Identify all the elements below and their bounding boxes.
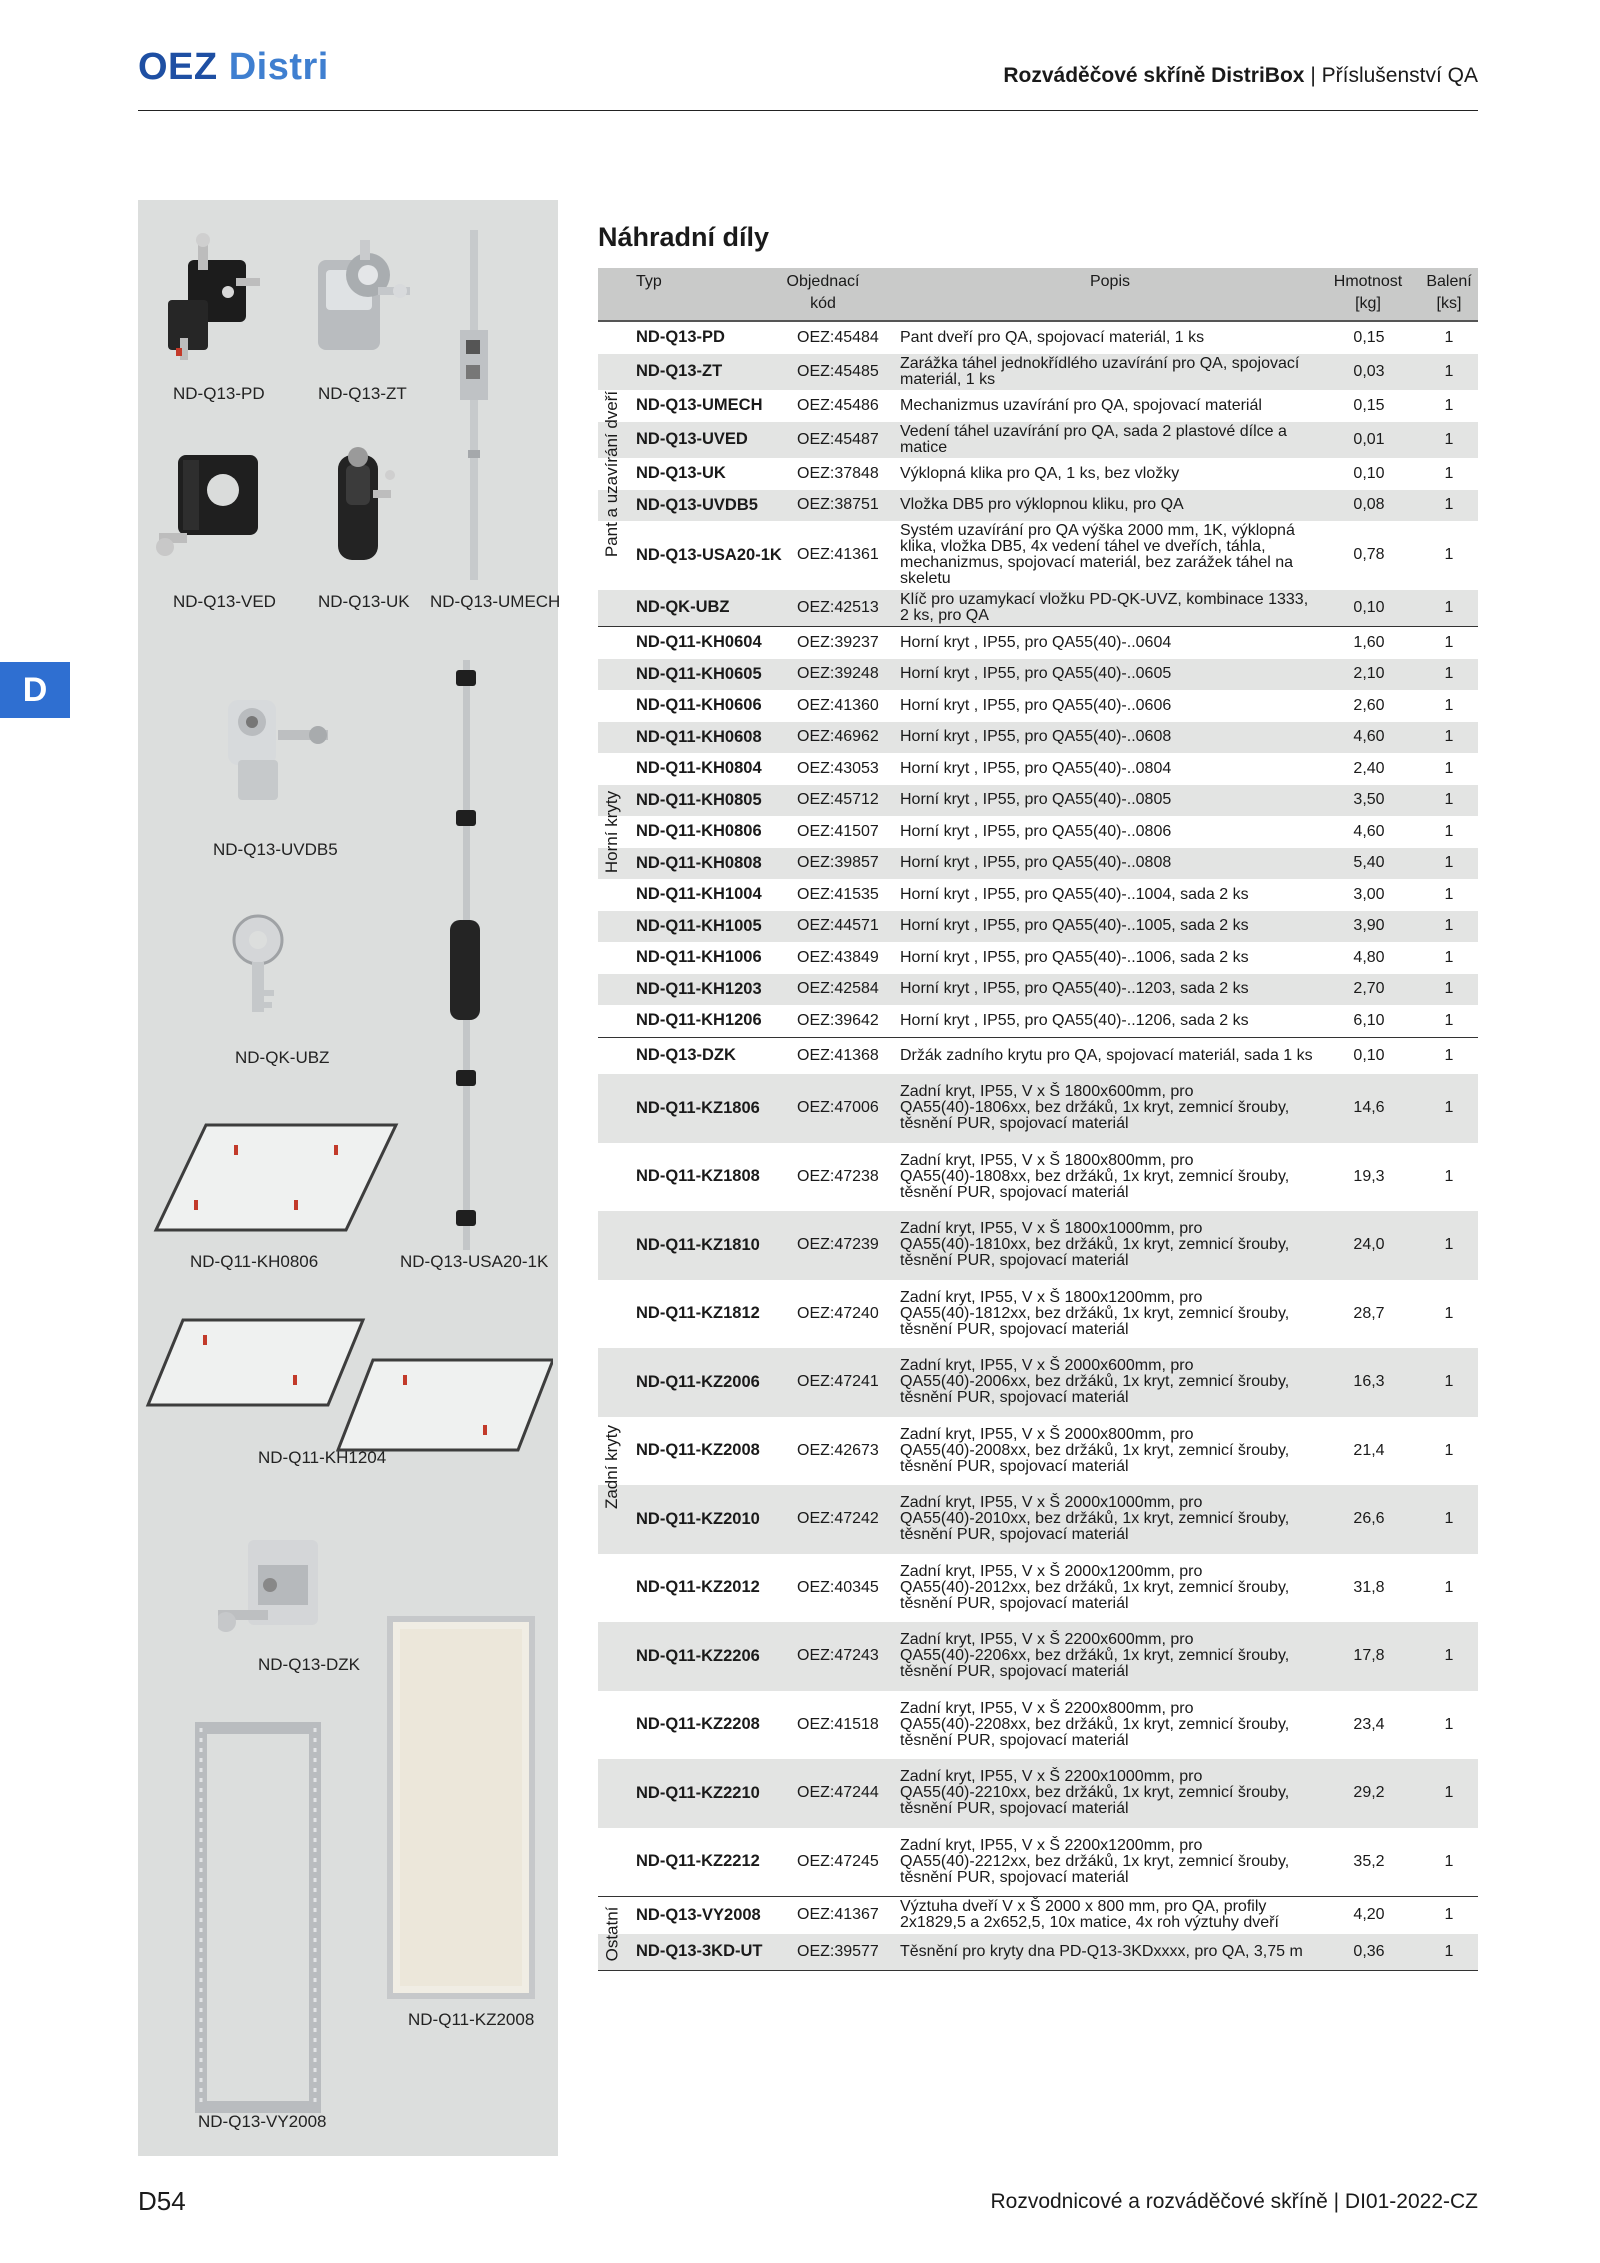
cell-type: ND-Q11-KH1004 xyxy=(636,885,762,904)
group-label-text: Horní kryty xyxy=(602,790,621,873)
table-group xyxy=(598,322,1478,627)
cell-weight: 35,2 xyxy=(1353,1852,1385,1870)
image-caption: ND-Q13-USA20-1K xyxy=(400,1252,549,1271)
cell-weight: 6,10 xyxy=(1353,1011,1385,1029)
cell-pack: 1 xyxy=(1444,1304,1454,1322)
cell-desc: Zadní kryt, IP55, V x Š 2000x800mm, pro QA55(40)-2008xx, bez držáků, 1x kryt, zemnicí šrouby, těsnění PUR, spojovací materiál xyxy=(900,1425,1290,1475)
cell-code: OEZ:47239 xyxy=(797,1236,879,1254)
cell-pack: 1 xyxy=(1444,854,1454,872)
cell-pack: 1 xyxy=(1444,980,1454,998)
cell-code: OEZ:47006 xyxy=(797,1099,879,1117)
table-row xyxy=(598,1417,1478,1486)
cell-pack: 1 xyxy=(1444,464,1454,482)
table-row xyxy=(598,322,1478,354)
table-group xyxy=(598,1038,1478,1898)
cell-pack: 1 xyxy=(1444,362,1454,380)
cell-weight: 2,40 xyxy=(1353,759,1385,777)
cell-weight: 3,00 xyxy=(1353,885,1385,903)
logo-main: OEZ xyxy=(138,46,218,88)
cell-code: OEZ:47242 xyxy=(797,1510,879,1528)
cell-code: OEZ:38751 xyxy=(797,496,879,514)
cell-desc: Horní kryt , IP55, pro QA55(40)-..1004, sada 2 ks xyxy=(900,885,1249,903)
group-label xyxy=(598,1038,626,1897)
metal-stop-image xyxy=(308,235,418,360)
image-caption: ND-Q13-UMECH xyxy=(430,592,561,611)
cell-desc: Vedení táhel uzavírání pro QA, sada 2 plastové dílce a matice xyxy=(900,422,1287,456)
cell-pack: 1 xyxy=(1444,791,1454,809)
cell-weight: 23,4 xyxy=(1353,1715,1385,1733)
locking-system-image xyxy=(438,660,498,1250)
cell-pack: 1 xyxy=(1444,1784,1454,1802)
cell-code: OEZ:42673 xyxy=(797,1441,879,1459)
table-row xyxy=(598,1280,1478,1349)
cell-weight: 28,7 xyxy=(1353,1304,1385,1322)
guide-block-image xyxy=(153,435,273,570)
group-label xyxy=(598,322,626,626)
cell-pack: 1 xyxy=(1444,917,1454,935)
header-title-rest: Příslušenství QA xyxy=(1321,64,1478,87)
bracket-image xyxy=(218,1530,348,1650)
cell-type: ND-Q11-KH0608 xyxy=(636,727,762,746)
group-label xyxy=(598,1897,626,1970)
cell-type: ND-Q11-KZ2012 xyxy=(636,1578,760,1597)
cell-code: OEZ:39642 xyxy=(797,1011,879,1029)
cell-type: ND-Q13-3KD-UT xyxy=(636,1942,763,1961)
cell-desc: Zarážka táhel jednokřídlého uzavírání pro QA, spojovací materiál, 1 ks xyxy=(900,354,1300,388)
cell-code: OEZ:41360 xyxy=(797,696,879,714)
cell-desc: Horní kryt , IP55, pro QA55(40)-..0608 xyxy=(900,728,1172,746)
cell-pack: 1 xyxy=(1444,496,1454,514)
table-row xyxy=(598,490,1478,522)
cell-pack: 1 xyxy=(1444,1441,1454,1459)
cell-code: OEZ:47240 xyxy=(797,1304,879,1322)
cell-pack: 1 xyxy=(1444,1647,1454,1665)
header-type: Typ xyxy=(636,273,662,290)
cell-type: ND-QK-UBZ xyxy=(636,598,730,617)
table-row xyxy=(598,659,1478,691)
cell-pack: 1 xyxy=(1444,1715,1454,1733)
cell-code: OEZ:47238 xyxy=(797,1167,879,1185)
cell-desc: Horní kryt , IP55, pro QA55(40)-..0804 xyxy=(900,759,1172,777)
cell-pack: 1 xyxy=(1444,665,1454,683)
table-row xyxy=(598,911,1478,943)
table-row xyxy=(598,458,1478,490)
cell-code: OEZ:41535 xyxy=(797,885,879,903)
group-label-text: Zadní kryty xyxy=(602,1424,621,1509)
spare-parts-table xyxy=(598,268,1478,1971)
cell-desc: Horní kryt , IP55, pro QA55(40)-..1203, sada 2 ks xyxy=(900,980,1249,998)
cell-pack: 1 xyxy=(1444,1942,1454,1960)
footer-text: Rozvodnicové a rozváděčové skříně | DI01-2022-CZ xyxy=(990,2190,1478,2213)
cell-type: ND-Q13-ZT xyxy=(636,362,723,381)
table-row xyxy=(598,1348,1478,1417)
cell-weight: 0,10 xyxy=(1353,1046,1385,1064)
cell-desc: Horní kryt , IP55, pro QA55(40)-..0806 xyxy=(900,822,1172,840)
cell-pack: 1 xyxy=(1444,1373,1454,1391)
cell-weight: 26,6 xyxy=(1353,1510,1385,1528)
cell-pack: 1 xyxy=(1444,1578,1454,1596)
cell-desc: Vložka DB5 pro výklopnou kliku, pro QA xyxy=(900,496,1184,514)
group-label-text: Ostatní xyxy=(602,1906,621,1961)
table-row xyxy=(598,879,1478,911)
cell-type: ND-Q11-KH0604 xyxy=(636,633,762,652)
cell-weight: 1,60 xyxy=(1353,633,1385,651)
cell-code: OEZ:47244 xyxy=(797,1784,879,1802)
cell-type: ND-Q11-KZ1810 xyxy=(636,1235,760,1254)
product-image-panel xyxy=(138,200,561,2156)
image-caption: ND-Q13-PD xyxy=(173,384,265,403)
cell-type: ND-Q11-KH1005 xyxy=(636,916,762,935)
cell-weight: 0,10 xyxy=(1353,598,1385,616)
cell-desc: Zadní kryt, IP55, V x Š 1800x800mm, pro QA55(40)-1808xx, bez držáků, 1x kryt, zemnicí šrouby, těsnění PUR, spojovací materiál xyxy=(900,1151,1290,1201)
header-pack: Balení [ks] xyxy=(1426,273,1472,312)
cell-code: OEZ:46962 xyxy=(797,728,879,746)
image-caption: ND-Q13-UVDB5 xyxy=(213,840,338,859)
cell-desc: Zadní kryt, IP55, V x Š 2200x1000mm, pro QA55(40)-2210xx, bez držáků, 1x kryt, zemnicí šrouby, těsnění PUR, spojovací materiál xyxy=(900,1768,1290,1818)
cell-pack: 1 xyxy=(1444,1236,1454,1254)
table-row xyxy=(598,1622,1478,1691)
cell-weight: 3,90 xyxy=(1353,917,1385,935)
cell-type: ND-Q11-KZ1808 xyxy=(636,1167,760,1186)
table-row xyxy=(598,1074,1478,1143)
door-frame-image xyxy=(193,1720,323,2115)
cell-desc: Horní kryt , IP55, pro QA55(40)-..0605 xyxy=(900,665,1172,683)
section-title: Náhradní díly xyxy=(598,222,770,252)
top-cover-pair-image xyxy=(143,1315,553,1455)
image-caption: ND-Q13-VED xyxy=(173,592,276,611)
table-row xyxy=(598,1143,1478,1212)
table-row xyxy=(598,722,1478,754)
cell-weight: 0,08 xyxy=(1353,496,1385,514)
cell-pack: 1 xyxy=(1444,328,1454,346)
cell-weight: 4,60 xyxy=(1353,728,1385,746)
oez-distri-logo xyxy=(138,46,329,89)
cell-type: ND-Q13-USA20-1K xyxy=(636,545,782,564)
table-row xyxy=(598,1759,1478,1828)
hinge-black-image xyxy=(158,230,268,365)
cell-code: OEZ:40345 xyxy=(797,1578,879,1596)
table-row xyxy=(598,1691,1478,1760)
cell-type: ND-Q13-DZK xyxy=(636,1046,736,1065)
table-body xyxy=(598,322,1478,1971)
cell-desc: Zadní kryt, IP55, V x Š 1800x1000mm, pro QA55(40)-1810xx, bez držáků, 1x kryt, zemnicí šrouby, těsnění PUR, spojovací materiál xyxy=(900,1220,1290,1270)
cell-type: ND-Q11-KH0805 xyxy=(636,790,762,809)
cell-code: OEZ:37848 xyxy=(797,464,879,482)
cell-weight: 24,0 xyxy=(1353,1236,1385,1254)
cell-desc: Horní kryt , IP55, pro QA55(40)-..1006, sada 2 ks xyxy=(900,948,1249,966)
cell-pack: 1 xyxy=(1444,885,1454,903)
cell-pack: 1 xyxy=(1444,1046,1454,1064)
key-image xyxy=(218,910,328,1020)
cell-weight: 17,8 xyxy=(1353,1647,1385,1665)
table-row xyxy=(598,690,1478,722)
cell-desc: Těsnění pro kryty dna PD-Q13-3KDxxxx, pro QA, 3,75 m xyxy=(900,1942,1303,1960)
cell-pack: 1 xyxy=(1444,696,1454,714)
cell-desc: Zadní kryt, IP55, V x Š 2000x1000mm, pro QA55(40)-2010xx, bez držáků, 1x kryt, zemnicí šrouby, těsnění PUR, spojovací materiál xyxy=(900,1494,1290,1544)
image-caption: ND-Q11-KH0806 xyxy=(190,1252,319,1271)
cell-pack: 1 xyxy=(1444,1167,1454,1185)
cell-weight: 14,6 xyxy=(1353,1099,1385,1117)
cell-desc: Výklopná klika pro QA, 1 ks, bez vložky xyxy=(900,464,1180,482)
cell-type: ND-Q11-KZ2212 xyxy=(636,1852,760,1871)
cell-type: ND-Q11-KZ2008 xyxy=(636,1441,760,1460)
table-row xyxy=(598,1211,1478,1280)
cell-weight: 0,01 xyxy=(1353,430,1385,448)
section-tab-d: D xyxy=(0,662,70,718)
cell-pack: 1 xyxy=(1444,948,1454,966)
table-group xyxy=(598,627,1478,1038)
header-weight: Hmotnost [kg] xyxy=(1333,273,1403,312)
table-row xyxy=(598,590,1478,627)
cell-code: OEZ:41518 xyxy=(797,1715,879,1733)
cell-desc: Horní kryt , IP55, pro QA55(40)-..1206, sada 2 ks xyxy=(900,1011,1249,1029)
group-label xyxy=(598,627,626,1037)
cell-type: ND-Q13-UK xyxy=(636,464,726,483)
table-row xyxy=(598,848,1478,880)
cell-pack: 1 xyxy=(1444,598,1454,616)
table-row xyxy=(598,1485,1478,1554)
table-row xyxy=(598,1828,1478,1897)
table-row xyxy=(598,974,1478,1006)
cell-code: OEZ:42584 xyxy=(797,980,879,998)
cell-pack: 1 xyxy=(1444,1906,1454,1924)
image-caption: ND-Q13-ZT xyxy=(318,384,407,403)
cell-weight: 2,60 xyxy=(1353,696,1385,714)
mechanism-rod-image xyxy=(438,230,518,580)
cell-desc: Horní kryt , IP55, pro QA55(40)-..0808 xyxy=(900,854,1172,872)
cell-weight: 4,20 xyxy=(1353,1906,1385,1924)
cell-desc: Horní kryt , IP55, pro QA55(40)-..0805 xyxy=(900,791,1172,809)
cell-code: OEZ:47241 xyxy=(797,1373,879,1391)
cell-pack: 1 xyxy=(1444,1011,1454,1029)
table-row xyxy=(598,816,1478,848)
cell-desc: Zadní kryt, IP55, V x Š 2000x1200mm, pro QA55(40)-2012xx, bez držáků, 1x kryt, zemnicí šrouby, těsnění PUR, spojovací materiál xyxy=(900,1562,1290,1612)
group-label-text: Pant a uzavírání dveří xyxy=(602,390,622,558)
cell-code: OEZ:41367 xyxy=(797,1906,879,1924)
cell-type: ND-Q11-KZ2010 xyxy=(636,1509,760,1528)
cell-code: OEZ:47243 xyxy=(797,1647,879,1665)
cell-type: ND-Q13-VY2008 xyxy=(636,1905,761,1924)
table-row xyxy=(598,627,1478,659)
table-row xyxy=(598,521,1478,590)
cell-type: ND-Q11-KZ2210 xyxy=(636,1783,760,1802)
cell-code: OEZ:43053 xyxy=(797,759,879,777)
cell-code: OEZ:39857 xyxy=(797,854,879,872)
cell-desc: Zadní kryt, IP55, V x Š 2200x1200mm, pro QA55(40)-2212xx, bez držáků, 1x kryt, zemnicí šrouby, těsnění PUR, spojovací materiál xyxy=(900,1836,1290,1886)
page-header xyxy=(138,46,1478,111)
table-row xyxy=(598,1554,1478,1623)
cell-desc: Pant dveří pro QA, spojovací materiál, 1 ks xyxy=(900,328,1205,346)
cell-desc: Zadní kryt, IP55, V x Š 2200x800mm, pro QA55(40)-2208xx, bez držáků, 1x kryt, zemnicí šrouby, těsnění PUR, spojovací materiál xyxy=(900,1699,1290,1749)
cell-code: OEZ:41368 xyxy=(797,1046,879,1064)
cell-pack: 1 xyxy=(1444,728,1454,746)
cell-weight: 0,15 xyxy=(1353,396,1385,414)
header-title xyxy=(1003,64,1478,88)
cell-pack: 1 xyxy=(1444,396,1454,414)
cell-type: ND-Q13-PD xyxy=(636,328,725,347)
image-caption: ND-QK-UBZ xyxy=(235,1048,330,1067)
table-row xyxy=(598,390,1478,422)
cell-code: OEZ:39237 xyxy=(797,633,879,651)
cell-code: OEZ:39577 xyxy=(797,1942,879,1960)
table-row xyxy=(598,354,1478,391)
cell-desc: Klíč pro uzamykací vložku PD-QK-UVZ, kombinace 1333, 2 ks, pro QA xyxy=(900,590,1309,624)
cell-type: ND-Q13-UVED xyxy=(636,430,748,449)
cell-weight: 0,78 xyxy=(1353,546,1385,564)
cell-weight: 2,10 xyxy=(1353,665,1385,683)
image-caption: ND-Q11-KH1204 xyxy=(258,1448,387,1467)
cell-code: OEZ:43849 xyxy=(797,948,879,966)
table-header xyxy=(598,268,1478,322)
cell-code: OEZ:45486 xyxy=(797,396,879,414)
table-row xyxy=(598,942,1478,974)
cell-type: ND-Q11-KZ1806 xyxy=(636,1098,760,1117)
table-row xyxy=(598,1038,1478,1075)
header-title-separator: | xyxy=(1304,64,1322,87)
cell-type: ND-Q11-KH1206 xyxy=(636,1011,762,1030)
cell-weight: 0,36 xyxy=(1353,1942,1385,1960)
table-row xyxy=(598,1934,1478,1971)
cell-desc: Držák zadního krytu pro QA, spojovací materiál, sada 1 ks xyxy=(900,1046,1313,1064)
cell-type: ND-Q11-KZ1812 xyxy=(636,1304,760,1323)
cell-code: OEZ:45485 xyxy=(797,362,879,380)
cell-type: ND-Q11-KH0605 xyxy=(636,664,762,683)
cell-code: OEZ:41361 xyxy=(797,546,879,564)
header-code: Objednací kód xyxy=(786,273,860,312)
cell-pack: 1 xyxy=(1444,1852,1454,1870)
cell-code: OEZ:41507 xyxy=(797,822,879,840)
cell-pack: 1 xyxy=(1444,546,1454,564)
cell-type: ND-Q13-UVDB5 xyxy=(636,495,758,514)
cell-desc: Mechanizmus uzavírání pro QA, spojovací materiál xyxy=(900,396,1262,414)
cell-weight: 29,2 xyxy=(1353,1784,1385,1802)
cell-weight: 4,60 xyxy=(1353,822,1385,840)
table-row xyxy=(598,785,1478,817)
lock-insert-image xyxy=(208,690,348,810)
cell-type: ND-Q11-KH0806 xyxy=(636,822,762,841)
cell-code: OEZ:42513 xyxy=(797,598,879,616)
cell-desc: Zadní kryt, IP55, V x Š 1800x1200mm, pro QA55(40)-1812xx, bez držáků, 1x kryt, zemnicí šrouby, těsnění PUR, spojovací materiál xyxy=(900,1288,1290,1338)
cell-type: ND-Q11-KZ2006 xyxy=(636,1372,760,1391)
cell-pack: 1 xyxy=(1444,1099,1454,1117)
table-group xyxy=(598,1897,1478,1971)
image-caption: ND-Q11-KZ2008 xyxy=(408,2010,535,2029)
table-row xyxy=(598,1897,1478,1934)
cell-code: OEZ:39248 xyxy=(797,665,879,683)
image-caption: ND-Q13-DZK xyxy=(258,1655,361,1674)
cell-type: ND-Q11-KZ2208 xyxy=(636,1715,760,1734)
cell-type: ND-Q11-KH1203 xyxy=(636,979,762,998)
cell-weight: 0,03 xyxy=(1353,362,1385,380)
cell-code: OEZ:44571 xyxy=(797,917,879,935)
top-cover-image xyxy=(146,1115,406,1240)
cell-weight: 4,80 xyxy=(1353,948,1385,966)
cell-pack: 1 xyxy=(1444,633,1454,651)
image-caption: ND-Q13-UK xyxy=(318,592,410,611)
cell-desc: Horní kryt , IP55, pro QA55(40)-..0606 xyxy=(900,696,1172,714)
cell-weight: 19,3 xyxy=(1353,1167,1385,1185)
cell-weight: 31,8 xyxy=(1353,1578,1385,1596)
cell-pack: 1 xyxy=(1444,822,1454,840)
cell-weight: 5,40 xyxy=(1353,854,1385,872)
cell-type: ND-Q11-KZ2206 xyxy=(636,1646,760,1665)
header-desc: Popis xyxy=(1089,273,1131,290)
cell-pack: 1 xyxy=(1444,1510,1454,1528)
cell-code: OEZ:45484 xyxy=(797,328,879,346)
cell-weight: 2,70 xyxy=(1353,980,1385,998)
cell-pack: 1 xyxy=(1444,430,1454,448)
cell-desc: Systém uzavírání pro QA výška 2000 mm, 1K, výklopná klika, vložka DB5, 4x vedení táhel ve dveřích, táhla, mechanizmus, spojovací materiál, bez zarážek táhel na skeletu xyxy=(900,522,1295,588)
handle-image xyxy=(318,435,408,575)
table-row xyxy=(598,422,1478,459)
page-number: D54 xyxy=(138,2186,186,2216)
header-title-bold: Rozváděčové skříně DistriBox xyxy=(1003,64,1305,87)
cell-weight: 16,3 xyxy=(1353,1373,1385,1391)
cell-code: OEZ:47245 xyxy=(797,1852,879,1870)
cell-type: ND-Q11-KH0804 xyxy=(636,759,762,778)
cell-desc: Zadní kryt, IP55, V x Š 2000x600mm, pro QA55(40)-2006xx, bez držáků, 1x kryt, zemnicí šrouby, těsnění PUR, spojovací materiál xyxy=(900,1357,1290,1407)
cell-pack: 1 xyxy=(1444,759,1454,777)
table-row xyxy=(598,1005,1478,1037)
image-caption: ND-Q13-VY2008 xyxy=(198,2112,327,2131)
cell-weight: 21,4 xyxy=(1353,1441,1385,1459)
cell-desc: Zadní kryt, IP55, V x Š 2200x600mm, pro QA55(40)-2206xx, bez držáků, 1x kryt, zemnicí šrouby, těsnění PUR, spojovací materiál xyxy=(900,1631,1290,1681)
logo-sub: Distri xyxy=(228,46,329,88)
cell-desc: Horní kryt , IP55, pro QA55(40)-..1005, sada 2 ks xyxy=(900,917,1249,935)
cell-type: ND-Q11-KH0606 xyxy=(636,696,762,715)
cell-weight: 0,15 xyxy=(1353,328,1385,346)
table-row xyxy=(598,753,1478,785)
cell-code: OEZ:45487 xyxy=(797,430,879,448)
cell-type: ND-Q11-KH0808 xyxy=(636,853,762,872)
cell-code: OEZ:45712 xyxy=(797,791,879,809)
cell-type: ND-Q13-UMECH xyxy=(636,396,763,415)
cell-desc: Zadní kryt, IP55, V x Š 1800x600mm, pro QA55(40)-1806xx, bez držáků, 1x kryt, zemnicí šrouby, těsnění PUR, spojovací materiál xyxy=(900,1083,1290,1133)
cell-type: ND-Q11-KH1006 xyxy=(636,948,762,967)
cell-weight: 0,10 xyxy=(1353,464,1385,482)
cell-weight: 3,50 xyxy=(1353,791,1385,809)
cell-desc: Výztuha dveří V x Š 2000 x 800 mm, pro QA, profily 2x1829,5 a 2x652,5, 10x matice, 4x roh výztuhy dveří xyxy=(900,1898,1279,1932)
cell-desc: Horní kryt , IP55, pro QA55(40)-..0604 xyxy=(900,633,1172,651)
rear-cover-image xyxy=(386,1615,536,2000)
